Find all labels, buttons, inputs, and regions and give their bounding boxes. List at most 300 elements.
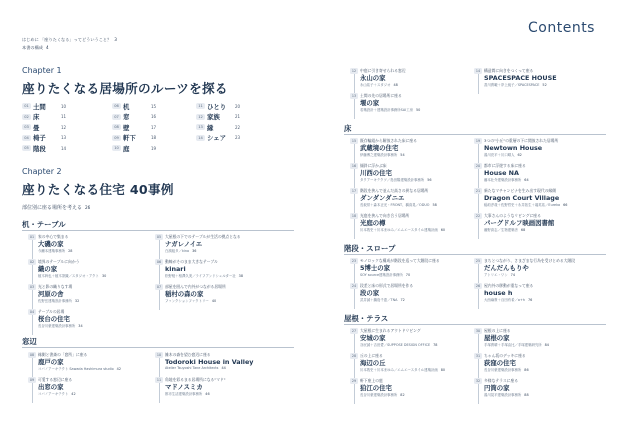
keyword-title: 縁 [207, 123, 214, 132]
entry-rule [32, 383, 33, 403]
case-number: 26 [475, 284, 481, 288]
case-number: 05 [156, 235, 162, 239]
page-number: 22 [235, 124, 241, 130]
case-name: 段の家 [360, 289, 380, 297]
page-number: 15 [151, 103, 157, 109]
case-entry [350, 378, 470, 397]
chapter2-note [22, 204, 90, 211]
item-number: 09 [112, 135, 121, 141]
page-number: 42 [71, 392, 76, 396]
case-entry [350, 328, 470, 347]
case-name: 大磯の家 [38, 240, 64, 248]
page-number: 23 [235, 135, 241, 141]
case-number: 12 [351, 69, 357, 73]
case-description: 大屋根に生まれるアウトドリビング [360, 328, 421, 333]
chapter1-column-3 [196, 101, 240, 143]
keyword-item [22, 112, 66, 123]
case-architect: 川本敦史＋川本まゆみ／エムエースタイル建築計画 [360, 368, 438, 372]
page-number: 30 [101, 274, 107, 278]
page-number: 18 [151, 135, 157, 141]
section-divider [22, 347, 294, 348]
entry-rule [32, 315, 33, 335]
page-number: 26 [85, 205, 91, 210]
page-number: 74 [510, 273, 515, 277]
case-description: 新たなマチャンピナを生み出す現代の縁側 [484, 188, 557, 193]
case-number: 04 [29, 310, 35, 314]
case-number: 08 [29, 353, 35, 357]
item-number: 06 [112, 103, 121, 109]
case-entry [350, 138, 470, 157]
case-entry [350, 353, 470, 372]
case-architect: 大西麻貴＋百田有希／o+h [484, 298, 525, 302]
case-description: 部屋を囲んで内外がつながる居場所 [165, 284, 226, 289]
case-name: House NA [484, 169, 519, 177]
case-architect: 香川貴範＋岸上純子／SPACESPACE [484, 83, 540, 87]
intro-line [22, 37, 117, 43]
case-number: 13 [351, 94, 357, 98]
case-name: kinari [165, 265, 186, 273]
case-number: 30 [475, 329, 481, 333]
keyword-item [112, 112, 156, 123]
case-name: ダンダンダニエ [360, 194, 405, 202]
case-name: 安城の家 [360, 334, 386, 342]
entry-rule [354, 99, 355, 119]
case-entry [350, 213, 470, 232]
case-name: house h [484, 289, 513, 297]
keyword-title: 土間 [33, 102, 46, 111]
entry-rule [32, 290, 33, 310]
entry-rule [354, 219, 355, 239]
page-number: 38 [238, 274, 243, 278]
case-number: 06 [156, 260, 162, 264]
case-description: 縁側と書斎の「窓所」に座る [38, 352, 88, 357]
case-entry [28, 284, 148, 303]
keyword-title: ひとり [207, 102, 227, 111]
case-name: 河原の舎 [38, 290, 64, 298]
chapter1-column-1 [22, 101, 66, 154]
item-number: 12 [196, 114, 205, 120]
page-number: 28 [68, 249, 73, 253]
page-number: 40 [211, 299, 217, 303]
case-number: 17 [351, 189, 357, 193]
page-number: 66 [563, 203, 568, 207]
page-number: 62 [517, 153, 522, 157]
chapter1-column-2 [112, 101, 156, 154]
page-number: 78 [433, 343, 438, 347]
page-number: 48 [393, 83, 398, 87]
keyword-title: 畳 [33, 123, 40, 132]
case-name: パーグドルフ映画図書館 [484, 219, 555, 227]
note-text: 部位別に座る場所を考える [22, 205, 83, 211]
case-number: 19 [475, 139, 481, 143]
page-number: 17 [151, 124, 157, 130]
page-number: 44 [221, 366, 226, 370]
item-number: 11 [196, 103, 205, 109]
case-architect: 白濱組タ／kino [165, 249, 190, 253]
case-number: 24 [351, 284, 357, 288]
case-architect: アトリエ・ワン [484, 273, 508, 277]
case-name: Dragon Court Village [484, 194, 560, 202]
keyword-title: 床 [33, 113, 40, 122]
page-number: 3 [114, 37, 117, 42]
case-name: 鹿戸の家 [38, 358, 64, 366]
entry-rule [478, 334, 479, 354]
case-description: 可愛する窓辺に座る [38, 377, 73, 382]
case-number: 25 [475, 259, 481, 263]
case-name: SPACESPACE HOUSE [484, 74, 557, 82]
chapter2-title: 座りたくなる住宅 40事例 [22, 182, 174, 197]
chapter1-title: 座りたくなる居場所のルーツを探る [22, 81, 228, 96]
case-description: 3つの"小丘"の重層の下に開放された居場所 [484, 138, 559, 143]
page-number: 82 [400, 393, 405, 397]
case-description: 光庭を挟んで向き合う居場所 [360, 213, 410, 218]
page-number: 12 [61, 124, 67, 130]
page-number: 88 [524, 393, 529, 397]
page-number: 32 [74, 299, 80, 303]
entry-rule [354, 264, 355, 284]
page-number: 84 [544, 343, 549, 347]
section-divider [22, 230, 294, 231]
page-number: 16 [151, 114, 157, 120]
intro-line [22, 45, 49, 51]
case-description: 傾斜に浮かぶ床 [360, 163, 387, 168]
case-number: 15 [351, 139, 357, 143]
item-number: 08 [112, 124, 121, 130]
case-architect: 稲垣淳哉＋佐野哲史＋永井拓生＋堀英祐／Eureka [484, 203, 561, 207]
case-number: 10 [156, 353, 162, 357]
case-description: 雑木の森を望む窓辺に座る [165, 352, 211, 357]
case-entry [350, 68, 470, 87]
entry-rule [159, 358, 160, 378]
entry-rule [478, 359, 479, 379]
case-architect: 長谷川豪建築設計事務所 [38, 324, 76, 328]
case-architect: 藤本壮介建築設計事務所 [484, 178, 522, 182]
intro-text: 本書の構成 [22, 45, 43, 50]
case-name: 円筒の家 [484, 384, 510, 392]
page-number: 36 [192, 249, 197, 253]
case-entry [28, 234, 148, 253]
case-architect: 今瀬本建築事務所 [38, 249, 66, 253]
entry-rule [478, 194, 479, 214]
page-number: 68 [520, 228, 526, 232]
case-entry [474, 283, 594, 302]
case-entry [474, 213, 594, 232]
page-number: 72 [400, 298, 405, 302]
case-architect: 伊藤博之建築設計事務所 [360, 153, 398, 157]
case-name: 堰の家 [360, 99, 380, 107]
case-entry [350, 188, 470, 207]
case-architect: 若築設計＋建築設計事務所SAI工房 [360, 108, 414, 112]
case-description: 屋根の上に座る [484, 328, 511, 333]
keyword-item [112, 133, 156, 144]
entry-rule [354, 359, 355, 379]
case-number: 07 [156, 285, 162, 289]
case-entry [350, 163, 470, 182]
entry-rule [478, 264, 479, 284]
keyword-title: 椅子 [33, 134, 46, 143]
case-number: 23 [351, 259, 357, 263]
case-architect: 川本敦史＋川本まゆみ／エムエースタイル建築計画 [360, 228, 438, 232]
case-name: 5博士の家 [360, 264, 391, 272]
keyword-item [22, 122, 66, 133]
case-entry [474, 353, 594, 372]
case-architect: 湯川晃平建築設計事務所 [484, 393, 522, 397]
case-architect: Atelier Tsuyoshi Tane Architects [165, 366, 219, 370]
entry-rule [478, 219, 479, 239]
case-architect: コバノアーキテクト [38, 392, 69, 396]
case-entry [474, 188, 594, 207]
keyword-item [112, 101, 156, 112]
case-description: 大屋根の下でのテーブルが生活の拠点となる [165, 234, 241, 239]
case-name: 狛江の住宅 [360, 384, 392, 392]
case-entry [28, 377, 148, 396]
page-number: 34 [78, 324, 83, 328]
case-description: 大事さんのようなリビングに座る [484, 213, 541, 218]
case-entry [474, 138, 594, 157]
keyword-title: 窓 [123, 113, 130, 122]
keyword-item [112, 143, 156, 154]
entry-rule [159, 265, 160, 285]
entry-rule [478, 144, 479, 164]
section-heading-window: 窓辺 [22, 337, 37, 346]
case-number: 09 [29, 378, 35, 382]
page-number: 58 [432, 203, 437, 207]
case-name: 荻窪の住宅 [484, 359, 516, 367]
page-number: 19 [151, 145, 157, 151]
keyword-title: 軒下 [123, 134, 136, 143]
case-name: 光庭の樽 [360, 219, 386, 227]
case-number: 18 [351, 214, 357, 218]
keyword-item [196, 122, 240, 133]
page-number: 10 [61, 103, 67, 109]
page-number: 86 [524, 368, 529, 372]
case-number: 22 [475, 214, 481, 218]
case-description: 既存輪組から解放された床に座る [360, 138, 417, 143]
case-architect: 湯川亮平＋川口晴人 [484, 153, 515, 157]
intro-text: はじめに 「座りたくなる」ってどういうこと？ [22, 37, 112, 42]
case-name: 海辺の丘 [360, 359, 386, 367]
case-description: 中庭に引き寄せられる窓辺 [360, 68, 406, 73]
page-number: 76 [527, 298, 533, 302]
case-architect: 都市生活建築設計事務所 [165, 392, 203, 396]
chapter2-label: Chapter 2 [22, 167, 62, 176]
section-divider [344, 254, 606, 255]
page-number: 14 [61, 145, 67, 151]
case-description: 軒下座上の庭 [360, 378, 383, 383]
case-architect: ファンクションファクトリー [165, 299, 209, 303]
case-description: 段差と床の形式で居場所を作る [360, 283, 414, 288]
case-architect: 長谷川豪建築設計事務所 [360, 393, 398, 397]
entry-rule [32, 358, 33, 378]
entry-rule [478, 384, 479, 404]
keyword-title: 壁 [123, 123, 130, 132]
item-number: 13 [196, 124, 205, 130]
case-description: 動線がそのまま大きなテーブル [165, 259, 218, 264]
entry-rule [354, 169, 355, 189]
entry-rule [354, 334, 355, 354]
case-number: 29 [351, 379, 357, 383]
case-name: 川西の住宅 [360, 169, 392, 177]
case-architect: 谷尻誠＋吉田愛／SUPPOSE DESIGN OFFICE [360, 343, 431, 347]
item-number: 03 [22, 124, 31, 130]
case-entry [28, 259, 148, 278]
case-name: ナガレノイエ [165, 240, 203, 248]
case-entry [155, 284, 275, 303]
case-entry [350, 258, 470, 277]
keyword-item [196, 112, 240, 123]
case-architect: 松野勉＋相澤久美／ライフアンドシェルター社 [165, 274, 236, 278]
case-name: 稲村の森の家 [165, 290, 204, 298]
case-entry [474, 258, 594, 277]
section-divider [344, 134, 606, 135]
case-number: 20 [475, 164, 481, 168]
case-description: 境界のテーブルに向かう [38, 259, 80, 264]
item-number: 14 [196, 135, 205, 141]
page-number: 64 [524, 178, 529, 182]
case-architect: 永山祐子＋スタジオ [360, 83, 391, 87]
section-heading-floor: 床 [344, 124, 352, 133]
case-number: 32 [475, 379, 481, 383]
case-description: 土間の先の居場所に座る [360, 93, 402, 98]
case-description: 光と影の織りなす場 [38, 284, 73, 289]
case-number: 28 [351, 354, 357, 358]
case-architect: 長坂常＋森本正光・FRONT、橋高晃／ODUO [360, 203, 430, 207]
page-number: 4 [45, 45, 49, 50]
case-description: ちゃん坂のデッキに座る [484, 353, 526, 358]
case-architect: 佐野岳建築設計事務所 [38, 299, 72, 303]
keyword-item [196, 133, 240, 144]
entry-rule [354, 144, 355, 164]
case-entry [350, 93, 470, 112]
section-heading-desk: 机・テーブル [22, 220, 66, 229]
section-heading-stairs: 階段・スロープ [344, 244, 396, 253]
page-number: 20 [235, 103, 241, 109]
keyword-item [22, 133, 66, 144]
entry-rule [32, 265, 33, 285]
page-number: 42 [116, 367, 121, 371]
case-architect: 植木幹也＋植木茶織／スタジオ・アクト [38, 274, 99, 278]
case-architect: 長谷川豪建築設計事務所 [484, 368, 522, 372]
page-number: 50 [416, 108, 421, 112]
page-number: 60 [440, 228, 446, 232]
keyword-item [22, 143, 66, 154]
item-number: 01 [22, 103, 31, 109]
page-number: 54 [400, 153, 405, 157]
page-number: 52 [542, 83, 547, 87]
case-number: 27 [351, 329, 357, 333]
case-description: まちとつながり、さまざまな行為を受けとめる大階段 [484, 258, 576, 263]
case-number: 31 [475, 354, 481, 358]
case-entry [155, 259, 275, 278]
case-description: テーブルの居場 [38, 309, 65, 314]
page-number: 46 [205, 392, 210, 396]
case-number: 11 [156, 378, 162, 382]
entry-rule [32, 240, 33, 260]
page-number: 11 [61, 114, 67, 120]
case-description: 屋内外の移動が重なって座る [484, 283, 534, 288]
case-number: 14 [475, 69, 481, 73]
case-number: 01 [29, 235, 35, 239]
case-description: 都市に浮遊する床に座る [484, 163, 526, 168]
keyword-title: 階段 [33, 144, 46, 153]
case-name: 武蔵境の住宅 [360, 144, 399, 152]
case-entry [474, 163, 594, 182]
case-description: 角地を彩るまる居場所になる"マド" [165, 377, 226, 382]
entry-rule [478, 74, 479, 94]
case-name: 永山の家 [360, 74, 386, 82]
item-number: 02 [22, 114, 31, 120]
keyword-title: 庭 [123, 144, 130, 153]
case-description: 家の中心で集まる [38, 234, 69, 239]
case-number: 16 [351, 164, 357, 168]
chapter1-label: Chapter 1 [22, 66, 62, 75]
case-architect: 藤野高志／生物建築舎 [484, 228, 518, 232]
case-entry [155, 377, 275, 396]
keyword-item [22, 101, 66, 112]
case-name: 桜台の住宅 [38, 315, 70, 323]
entry-rule [478, 289, 479, 309]
section-heading-roof: 屋根・テラス [344, 314, 389, 323]
entry-rule [159, 240, 160, 260]
case-number: 03 [29, 285, 35, 289]
entry-rule [159, 290, 160, 310]
entry-rule [354, 194, 355, 214]
case-name: マドノスミカ [165, 383, 203, 391]
keyword-item [196, 101, 240, 112]
case-name: 織の家 [38, 265, 58, 273]
page-number: 21 [235, 114, 241, 120]
case-number: 21 [475, 189, 481, 193]
page-title: Contents [528, 20, 595, 36]
case-entry [474, 328, 594, 347]
page-number: 56 [427, 178, 432, 182]
case-name: だんだんもりや [484, 264, 529, 272]
item-number: 07 [112, 114, 121, 120]
case-entry [474, 378, 594, 397]
item-number: 10 [112, 145, 121, 151]
item-number: 04 [22, 135, 31, 141]
case-architect: 手塚貴晴＋手塚由比／手塚建築研究所 [484, 343, 542, 347]
case-architect: SOY source建築設計事務所 [360, 273, 403, 277]
page-number: 13 [61, 135, 67, 141]
case-description: 丘の上に座る [360, 353, 383, 358]
page-number: 80 [440, 368, 446, 372]
case-entry [474, 68, 594, 87]
case-entry [155, 352, 275, 370]
entry-rule [478, 169, 479, 189]
page-number: 70 [405, 273, 411, 277]
case-entry [28, 352, 148, 371]
case-architect: コバノアーキテクト Sawada Hashimura studio [38, 367, 114, 371]
case-description: 構造間に向きをつくって座る [484, 68, 534, 73]
case-entry [350, 283, 470, 302]
case-entry [155, 234, 275, 253]
case-description: 階段を挟んで並んだ高さの異なる居場所 [360, 188, 429, 193]
item-number: 05 [22, 145, 31, 151]
case-description: モノロックな構成が階段を巡って大階段に座る [360, 258, 440, 263]
case-description: 多様なテラスに座る [484, 378, 519, 383]
keyword-title: 家族 [207, 113, 220, 122]
keyword-item [112, 122, 156, 133]
case-name: Todoroki House in Valley [165, 358, 254, 366]
case-name: 出窓の家 [38, 383, 64, 391]
entry-rule [354, 384, 355, 404]
case-entry [28, 309, 148, 328]
section-divider [344, 324, 606, 325]
case-architect: 武井誠＋鍋島千恵／TNA [360, 298, 398, 302]
keyword-title: シェア [207, 134, 227, 143]
entry-rule [354, 74, 355, 94]
